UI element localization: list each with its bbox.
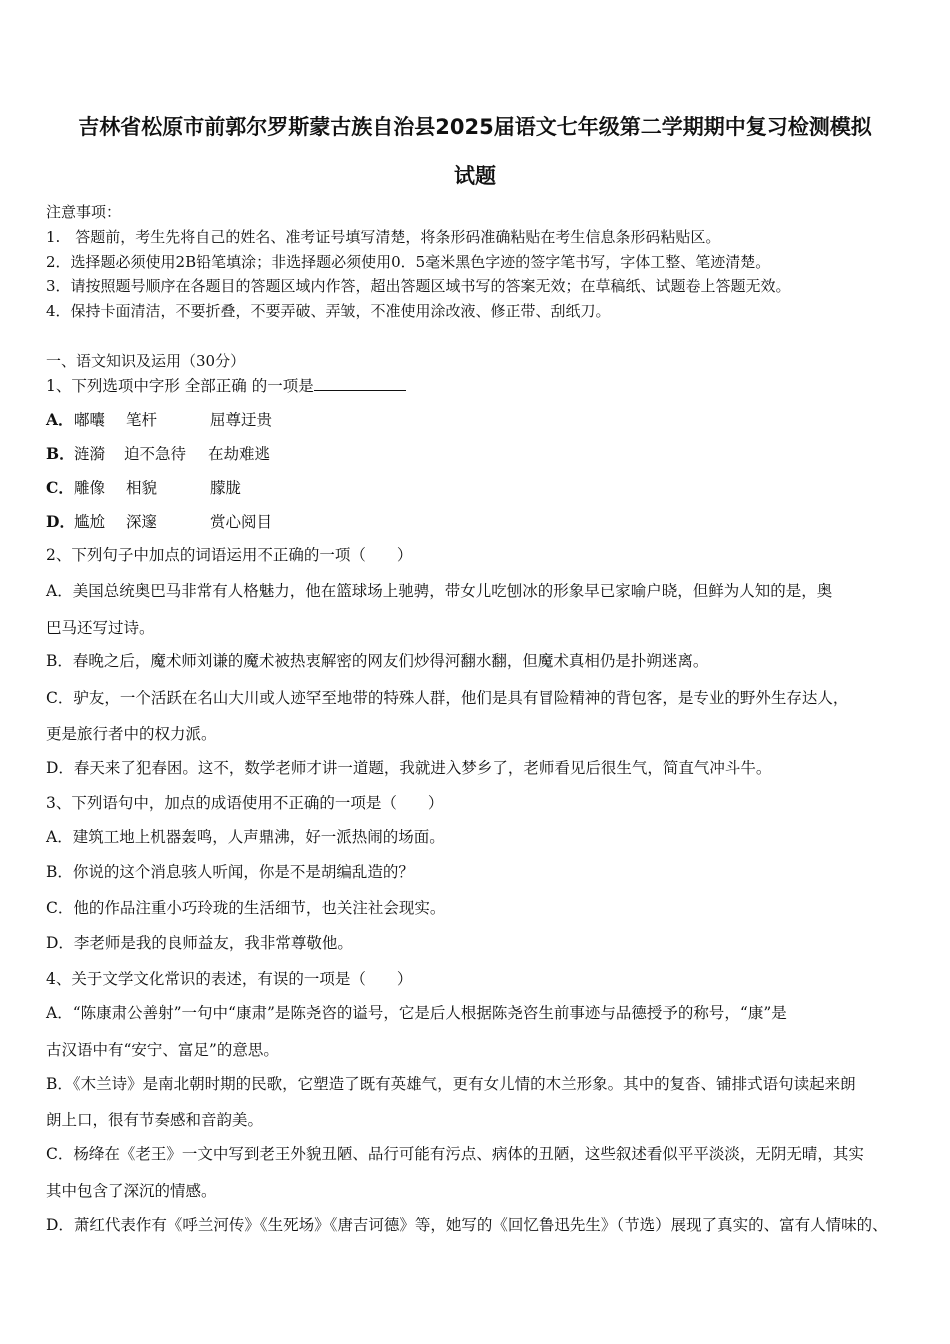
option-label: C． [46,478,74,497]
option-label: A． [46,410,74,429]
option-word-2: 迫不急待 [124,445,187,463]
question-1-option-c [46,478,241,498]
notice-item-1: 1. 答题前，考生先将自己的姓名、准考证号填写清楚，将条形码准确粘贴在考生信息条形码粘贴区。 [46,228,721,246]
option-label: D． [46,512,75,531]
question-4-option-c-line-1: C．杨绛在《老王》一文中写到老王外貌丑陋、品行可能有污点、病体的丑陋，这些叙述看似平平淡淡，无阴无晴，其实 [46,1145,864,1163]
exam-title-line-2: 试题 [454,164,496,188]
question-2-stem: 2、下列句子中加点的词语运用不正确的一项（ ） [46,546,413,564]
question-4-option-b-line-2: 朗上口，很有节奏感和音韵美。 [46,1111,264,1129]
question-1-option-b [46,444,270,464]
question-2-option-d: D．春天来了犯春困。这不，数学老师才讲一道题，我就进入梦乡了，老师看见后很生气，简直气冲斗牛。 [46,759,772,777]
option-word-2: 笔杆 [126,411,158,429]
question-1-text: 1、下列选项中字形 全部正确 的一项是 [46,377,314,395]
exam-title-line-1: 吉林省松原市前郭尔罗斯蒙古族自治县2025届语文七年级第二学期期中复习检测模拟 [78,115,872,139]
question-4-option-b-line-1: B．《木兰诗》是南北朝时期的民歌，它塑造了既有英雄气，更有女儿情的木兰形象。其中的复沓、铺排式语句读起来朗 [46,1075,856,1093]
option-word-3: 屈尊迂贵 [210,411,273,429]
notice-item-2: 2．选择题必须使用2B铅笔填涂；非选择题必须使用0．5毫米黑色字迹的签字笔书写，字体工整、笔迹清楚。 [46,253,771,271]
option-word-1: 雕像 [74,479,106,497]
question-3-option-c: C．他的作品注重小巧玲珑的生活细节，也关注社会现实。 [46,899,446,917]
question-2-option-c-line-1: C．驴友，一个活跃在名山大川或人迹罕至地带的特殊人群，他们是具有冒险精神的背包客，是专业的野外生存达人， [46,689,849,707]
question-1-stem [46,376,406,396]
notice-heading: 注意事项： [46,203,122,221]
question-2-option-c-line-2: 更是旅行者中的权力派。 [46,725,217,743]
question-3-stem: 3、下列语句中，加点的成语使用不正确的一项是（ ） [46,794,444,812]
option-word-1: 涟漪 [74,445,106,463]
section-heading: 一、语文知识及运用（30分） [46,352,246,370]
option-word-1: 尴尬 [74,513,106,531]
question-4-option-d-line-1: D．萧红代表作有《呼兰河传》《生死场》《唐吉诃德》等，她写的《回忆鲁迅先生》（节选）展现了真实的、富有人情味的、 [46,1216,888,1234]
option-word-3: 朦胧 [210,479,242,497]
option-word-3: 赏心阅目 [210,513,273,531]
answer-blank [314,376,406,391]
notice-item-4: 4．保持卡面清洁，不要折叠，不要弄破、弄皱，不准使用涂改液、修正带、刮纸刀。 [46,302,611,320]
option-word-2: 深邃 [126,513,158,531]
question-1-option-a [46,410,272,430]
question-4-option-a-line-2: 古汉语中有“安宁、富足”的意思。 [46,1041,279,1059]
question-3-option-b: B．你说的这个消息骇人听闻，你是不是胡编乱造的？ [46,863,414,881]
question-3-option-a: A．建筑工地上机器轰鸣，人声鼎沸，好一派热闹的场面。 [46,828,445,846]
question-3-option-d: D．李老师是我的良师益友，我非常尊敬他。 [46,934,353,952]
notice-item-3: 3．请按照题号顺序在各题目的答题区域内作答，超出答题区域书写的答案无效；在草稿纸、试题卷上答题无效。 [46,277,791,295]
option-word-2: 相貌 [126,479,158,497]
question-4-option-c-line-2: 其中包含了深沉的情感。 [46,1182,217,1200]
option-label: B． [46,444,75,463]
question-4-option-a-line-1: A．“陈康肃公善射”一句中“康肃”是陈尧咨的谥号，它是后人根据陈尧咨生前事迹与品德授予的称号，“康”是 [46,1004,787,1022]
option-word-3: 在劫难逃 [208,445,271,463]
option-word-1: 嘟囔 [74,411,106,429]
question-2-option-b: B．春晚之后，魔术师刘谦的魔术被热衷解密的网友们炒得河翻水翻，但魔术真相仍是扑朔迷离。 [46,652,709,670]
question-4-stem: 4、关于文学文化常识的表述，有误的一项是（ ） [46,970,413,988]
question-1-option-d [46,512,272,532]
question-2-option-a-line-1: A．美国总统奥巴马非常有人格魅力，他在篮球场上驰骋，带女儿吃刨冰的形象早已家喻户晓，但鲜为人知的是，奥 [46,582,833,600]
question-2-option-a-line-2: 巴马还写过诗。 [46,619,155,637]
